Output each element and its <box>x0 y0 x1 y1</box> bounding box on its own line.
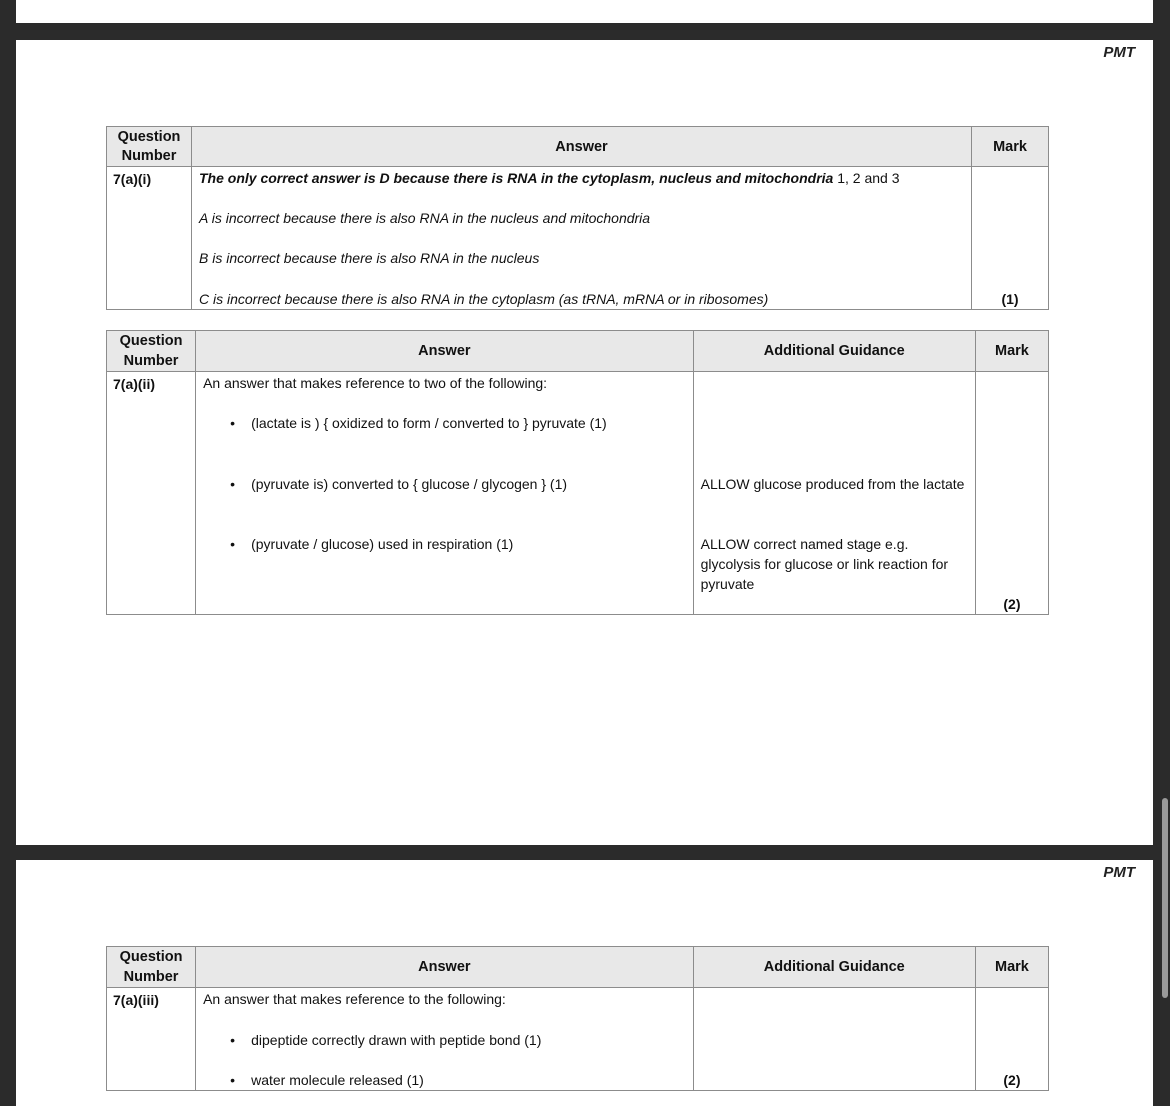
header-question-number: Question Number <box>107 947 196 988</box>
question-number: 7(a)(ii) <box>107 372 196 615</box>
header-question-number: Question Number <box>107 331 196 372</box>
question-number: 7(a)(iii) <box>107 988 196 1091</box>
mark-scheme-table-7aiii <box>106 946 1049 1091</box>
pmt-watermark: PMT <box>1103 864 1135 881</box>
mark-value: (2) <box>1003 1072 1021 1088</box>
pmt-watermark: PMT <box>1103 44 1135 61</box>
mark-cell <box>975 988 1048 1091</box>
mark-value: (2) <box>1003 596 1021 612</box>
answer-bullet-text: water molecule released (1) <box>251 1072 424 1088</box>
answer-bullet-text: (pyruvate is) converted to { glucose / glycogen } (1) <box>251 476 568 492</box>
guidance-cell <box>693 372 975 615</box>
page-1 <box>16 40 1153 845</box>
correct-answer-tail: 1, 2 and 3 <box>833 170 900 186</box>
answer-bullet: • (lactate is ) { oxidized to form / converted to } pyruvate (1) <box>230 415 607 431</box>
answer-bullet: • water molecule released (1) <box>230 1072 424 1088</box>
header-additional-guidance: Additional Guidance <box>693 947 975 988</box>
answer-cell <box>196 988 694 1091</box>
mark-scheme-table-7aii <box>106 330 1049 615</box>
option-b-explanation: B is incorrect because there is also RNA in the nucleus <box>199 250 540 266</box>
mark-cell <box>975 372 1048 615</box>
answer-bullet: • (pyruvate / glucose) used in respiration (1) <box>230 536 514 552</box>
answer-intro: An answer that makes reference to two of the following: <box>203 375 548 391</box>
option-c-explanation: C is incorrect because there is also RNA in the cytoplasm (as tRNA, mRNA or in ribosomes) <box>199 291 769 307</box>
guidance-note: ALLOW glucose produced from the lactate <box>700 476 965 492</box>
answer-bullet-text: (lactate is ) { oxidized to form / converted to } pyruvate (1) <box>251 415 607 431</box>
correct-answer-bold: The only correct answer is D because there is RNA in the cytoplasm, nucleus and mitochondria <box>199 170 834 186</box>
answer-bullet: • dipeptide correctly drawn with peptide bond (1) <box>230 1032 542 1048</box>
guidance-cell <box>693 988 975 1091</box>
answer-intro: An answer that makes reference to the following: <box>203 991 506 1007</box>
header-answer: Answer <box>192 127 972 167</box>
correct-answer-line <box>199 170 900 186</box>
guidance-note: ALLOW correct named stage e.g. glycolysis for glucose or link reaction for pyruvate <box>700 536 949 592</box>
answer-bullet-text: (pyruvate / glucose) used in respiration (1) <box>251 536 514 552</box>
answer-bullet: • (pyruvate is) converted to { glucose / glycogen } (1) <box>230 476 568 492</box>
option-a-explanation: A is incorrect because there is also RNA in the nucleus and mitochondria <box>199 210 651 226</box>
mark-value: (1) <box>1001 291 1019 307</box>
answer-cell <box>192 167 972 310</box>
header-additional-guidance: Additional Guidance <box>693 331 975 372</box>
header-answer: Answer <box>196 331 694 372</box>
header-mark: Mark <box>975 331 1048 372</box>
mark-scheme-table-7ai <box>106 126 1049 310</box>
header-question-number: Question Number <box>107 127 192 167</box>
header-mark: Mark <box>975 947 1048 988</box>
header-answer: Answer <box>196 947 694 988</box>
page-2 <box>16 860 1153 1106</box>
previous-page-strip <box>16 0 1153 23</box>
header-mark: Mark <box>972 127 1049 167</box>
question-number: 7(a)(i) <box>107 167 192 310</box>
mark-cell <box>972 167 1049 310</box>
scrollbar-thumb[interactable] <box>1162 798 1168 998</box>
answer-bullet-text: dipeptide correctly drawn with peptide bond (1) <box>251 1032 542 1048</box>
answer-cell <box>196 372 694 615</box>
